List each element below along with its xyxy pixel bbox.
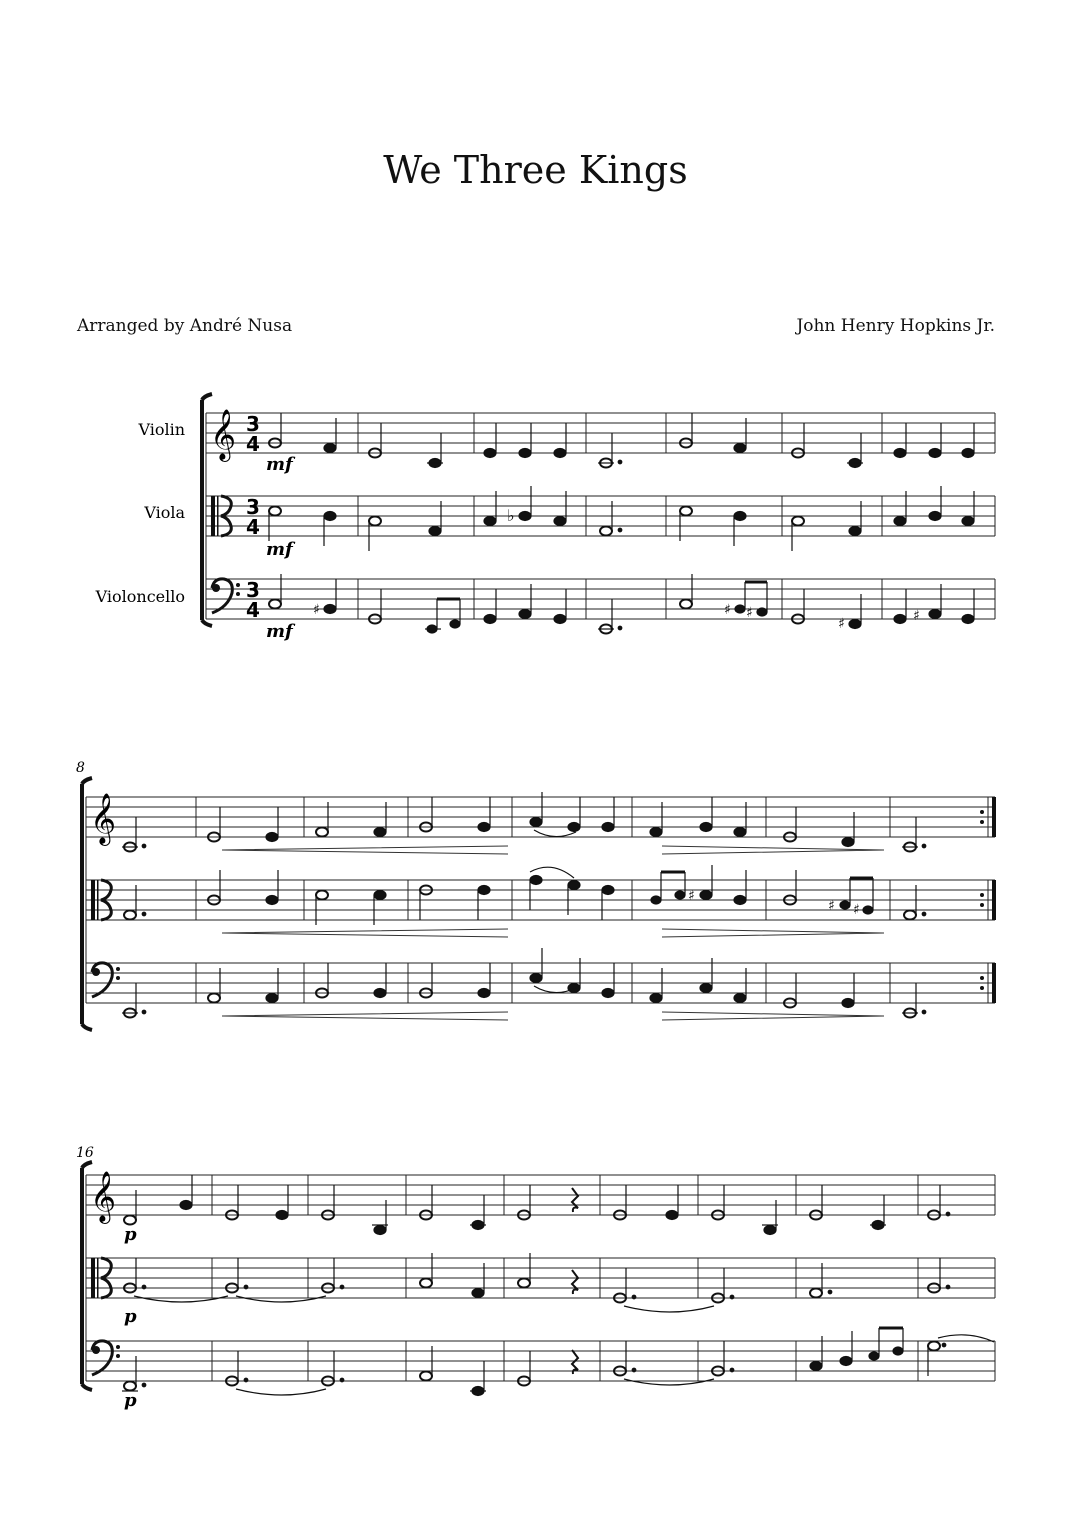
treble-clef-icon: 𝄞 [90,1171,117,1222]
svg-text:3: 3 [246,578,260,602]
composer-credit: John Henry Hopkins Jr. [796,316,995,336]
svg-text:♯: ♯ [688,888,695,904]
bass-clef-icon [92,1341,120,1375]
system-2 [76,760,996,1030]
quarter-rest-icon [572,1270,578,1294]
svg-text:♯: ♯ [913,608,920,624]
hairpins-violoncello-system-2 [222,1012,884,1020]
dynamic-violin-system-1: mf [266,454,293,475]
staff-violin [86,797,995,837]
staff-violoncello [86,963,995,1003]
staff-violoncello [206,579,995,619]
svg-text:♭: ♭ [507,506,515,525]
notes-violin-system-2 [122,792,926,852]
notes-viola-system-3 [124,1253,950,1312]
instrument-label-violin: Violin [138,420,185,439]
staff-viola [86,1258,995,1298]
notes-violin-system-1 [269,413,974,468]
svg-text:3: 3 [246,412,260,436]
staff-violin [86,1175,995,1215]
score-title: We Three Kings [383,148,688,192]
measure-number-system-3: 16 [76,1145,94,1161]
treble-clef-icon: 𝄞 [90,793,117,844]
svg-text:♯: ♯ [746,605,753,621]
quarter-rest-icon [572,1350,578,1374]
svg-text:3: 3 [246,495,260,519]
bass-clef-icon [92,963,120,997]
measure-number-system-2: 8 [76,760,85,776]
system-1 [95,394,995,642]
svg-text:♯: ♯ [828,898,835,914]
instrument-label-viola: Viola [144,503,185,522]
dynamic-violoncello-system-3: p [124,1390,137,1411]
svg-text:♯: ♯ [838,616,845,632]
dynamic-violin-system-3: p [124,1224,137,1245]
dynamic-viola-system-1: mf [266,539,293,560]
svg-text:4: 4 [246,515,260,539]
time-signature-violin [246,412,260,456]
notes-violoncello-system-3 [122,1328,994,1396]
time-signature-viola [246,495,260,539]
staff-violoncello [86,1341,995,1381]
svg-text:♯: ♯ [724,602,731,618]
bass-clef-icon [212,579,240,613]
svg-text:4: 4 [246,598,260,622]
treble-clef-icon: 𝄞 [210,409,237,460]
hairpins-viola-system-2 [222,929,884,937]
instrument-label-violoncello: Violoncello [95,587,185,606]
notes-violoncello-system-1 [269,574,974,634]
hairpins-violin-system-2 [222,846,884,854]
svg-text:♯: ♯ [853,902,860,918]
dynamic-violoncello-system-1: mf [266,621,293,642]
notes-viola-system-2 [124,865,926,925]
svg-text:4: 4 [246,432,260,456]
dynamic-viola-system-3: p [124,1306,137,1327]
time-signature-violoncello [246,578,260,622]
quarter-rest-icon [572,1188,578,1212]
svg-text:♯: ♯ [313,602,320,618]
system-3 [76,1145,995,1411]
arranger-credit: Arranged by André Nusa [77,316,293,336]
